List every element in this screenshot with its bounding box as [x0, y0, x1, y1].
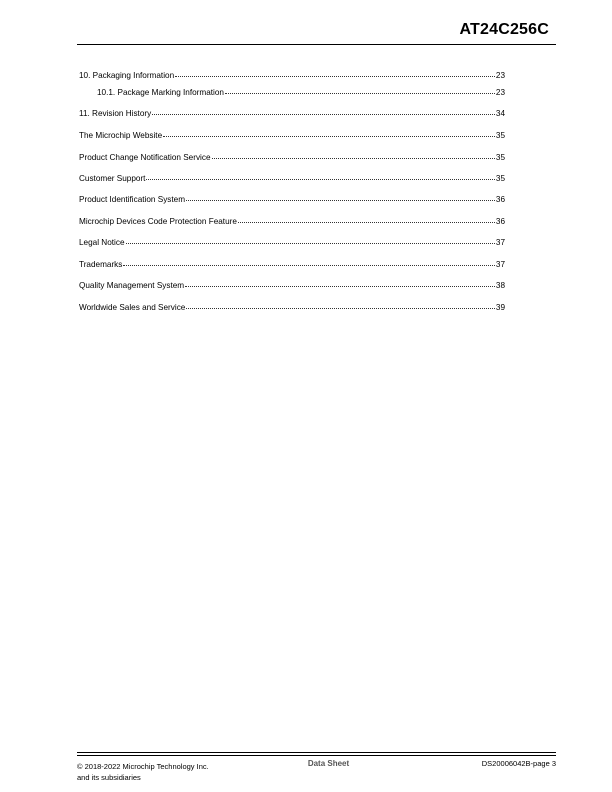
- toc-entry-page: 38: [495, 281, 505, 290]
- copyright-line: and its subsidiaries: [77, 773, 141, 782]
- toc-leader-dots: [186, 194, 495, 201]
- toc-entry-label: Quality Management System: [79, 281, 185, 290]
- toc-entry[interactable]: [79, 216, 505, 227]
- toc-leader-dots: [225, 87, 495, 94]
- toc-entry-label: Trademarks: [79, 260, 123, 269]
- toc-entry[interactable]: [79, 302, 505, 313]
- toc-entry-page: 35: [495, 131, 505, 140]
- footer-page-reference: DS20006042B-page 3: [481, 759, 556, 768]
- toc-entry[interactable]: [97, 87, 505, 98]
- toc-entry[interactable]: [79, 194, 505, 205]
- footer-divider-thin: [77, 755, 556, 756]
- toc-entry[interactable]: [79, 152, 505, 163]
- toc-leader-dots: [146, 173, 494, 180]
- toc-leader-dots: [186, 302, 495, 309]
- toc-entry-page: 35: [495, 174, 505, 183]
- toc-entry-page: 34: [495, 109, 505, 118]
- toc-entry-page: 36: [495, 195, 505, 204]
- toc-entry-page: 37: [495, 238, 505, 247]
- footer-divider: [77, 752, 556, 753]
- toc-entry-label: 10. Packaging Information: [79, 71, 175, 80]
- toc-entry[interactable]: [79, 237, 505, 248]
- toc-entry[interactable]: [79, 108, 505, 119]
- toc-entry[interactable]: [79, 259, 505, 270]
- toc-entry[interactable]: [79, 173, 505, 184]
- toc-entry-label: The Microchip Website: [79, 131, 163, 140]
- toc-entry-label: Legal Notice: [79, 238, 125, 247]
- toc-leader-dots: [123, 259, 495, 266]
- toc-entry-page: 36: [495, 217, 505, 226]
- toc-entry-page: 23: [495, 88, 505, 97]
- toc-entry-label: Customer Support: [79, 174, 146, 183]
- toc-entry-label: Worldwide Sales and Service: [79, 303, 186, 312]
- toc-entry-label: Product Identification System: [79, 195, 186, 204]
- toc-leader-dots: [185, 280, 495, 287]
- footer-doc-type: Data Sheet: [307, 759, 350, 768]
- toc-entry-page: 39: [495, 303, 505, 312]
- toc-entry-label: 10.1. Package Marking Information: [97, 88, 224, 97]
- document-title: AT24C256C: [459, 21, 549, 38]
- toc-entry-page: 23: [495, 71, 505, 80]
- toc-leader-dots: [212, 152, 495, 159]
- toc-entry-label: Microchip Devices Code Protection Feature: [79, 217, 237, 226]
- header-divider: [77, 44, 556, 45]
- toc-entry[interactable]: [79, 70, 505, 81]
- toc-leader-dots: [175, 70, 495, 77]
- toc-entry[interactable]: [79, 130, 505, 141]
- toc-leader-dots: [238, 216, 495, 223]
- toc-entry-label: 11. Revision History: [79, 109, 152, 118]
- toc-entry[interactable]: [79, 280, 505, 291]
- toc-leader-dots: [163, 130, 495, 137]
- toc-entry-label: Product Change Notification Service: [79, 153, 211, 162]
- toc-leader-dots: [152, 108, 495, 115]
- copyright-line: © 2018-2022 Microchip Technology Inc.: [77, 762, 209, 771]
- toc-leader-dots: [126, 237, 495, 244]
- toc-entry-page: 37: [495, 260, 505, 269]
- toc-entry-page: 35: [495, 153, 505, 162]
